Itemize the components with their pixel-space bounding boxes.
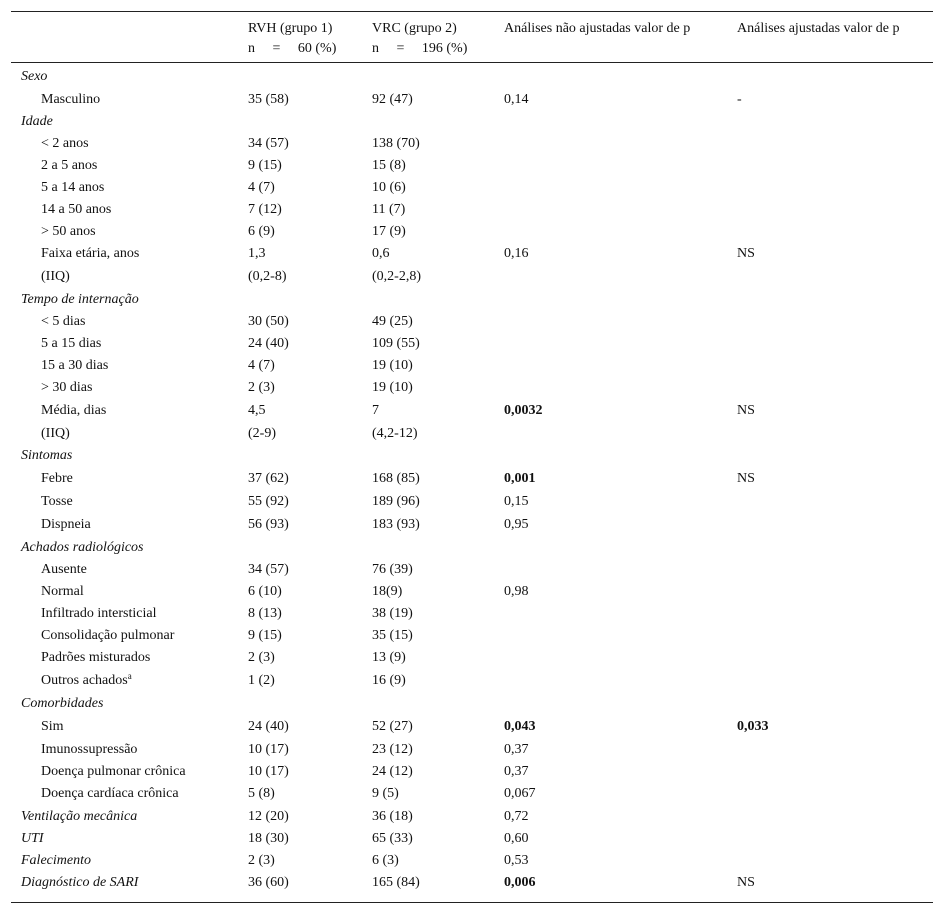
label-text: Masculino xyxy=(41,92,101,107)
row-label xyxy=(41,243,139,265)
section-label xyxy=(21,537,144,559)
group2-value: 49 (25) xyxy=(372,314,413,329)
group2-value: 189 (96) xyxy=(372,494,420,509)
label-text: Doença pulmonar crônica xyxy=(41,764,186,779)
label-text: > 30 dias xyxy=(41,380,93,395)
label-text: Infiltrado intersticial xyxy=(41,606,157,621)
row-label xyxy=(41,467,73,491)
group1-value: 7 (12) xyxy=(248,202,282,217)
label-text: 14 a 50 anos xyxy=(41,202,112,217)
group2-value: 35 (15) xyxy=(372,628,413,643)
label-text: Idade xyxy=(21,114,53,129)
label-text: Média, dias xyxy=(41,403,107,418)
adjusted-p-value: 0,033 xyxy=(737,719,769,734)
label-text: 5 a 14 anos xyxy=(41,180,105,195)
group2-value: 0,6 xyxy=(372,246,390,261)
label-text: < 5 dias xyxy=(41,314,86,329)
group2-value: 109 (55) xyxy=(372,336,420,351)
section-label xyxy=(21,445,72,467)
row-label xyxy=(41,423,70,445)
group2-value: 16 (9) xyxy=(372,673,406,688)
label-text: > 50 anos xyxy=(41,224,96,239)
group1-value: 34 (57) xyxy=(248,562,289,577)
header-group1 xyxy=(248,19,336,59)
label-text: (IIQ) xyxy=(41,269,70,284)
label-text: Padrões misturados xyxy=(41,650,151,665)
adjusted-p-value: NS xyxy=(737,246,755,261)
label-text: 2 a 5 anos xyxy=(41,158,98,173)
label-text: Ausente xyxy=(41,562,87,577)
table-row xyxy=(11,177,933,199)
row-label xyxy=(41,647,150,669)
label-text: Diagnóstico de SARI xyxy=(21,875,139,890)
group1-value: 9 (15) xyxy=(248,158,282,173)
row-label xyxy=(41,625,174,647)
table-row xyxy=(11,423,933,445)
group2-value: 165 (84) xyxy=(372,875,420,890)
group1-value: 2 (3) xyxy=(248,650,275,665)
unadjusted-p-value: 0,72 xyxy=(504,809,529,824)
label-text: UTI xyxy=(21,831,44,846)
table-row xyxy=(11,715,933,739)
label-text: Ventilação mecânica xyxy=(21,809,138,824)
group1-value: 34 (57) xyxy=(248,136,289,151)
row-label xyxy=(41,199,111,221)
section-row xyxy=(11,111,933,133)
table-row xyxy=(11,559,933,581)
label-text: Sexo xyxy=(21,69,48,84)
unadjusted-p-value: 0,0032 xyxy=(504,403,543,418)
section-row xyxy=(11,445,933,467)
row-label xyxy=(41,783,179,805)
group1-value: 4 (7) xyxy=(248,358,275,373)
group1-value: 2 (3) xyxy=(248,380,275,395)
section-row xyxy=(11,872,933,894)
label-text: Febre xyxy=(41,471,73,486)
group1-value: 1,3 xyxy=(248,246,266,261)
header-group1-n: n = 60 (%) xyxy=(248,41,337,56)
header-group2-title: VRC (grupo 2) xyxy=(372,21,457,36)
group2-value: 36 (18) xyxy=(372,809,413,824)
row-label xyxy=(41,761,186,783)
group1-value: 2 (3) xyxy=(248,853,275,868)
section-row xyxy=(11,289,933,311)
group1-value: (0,2-8) xyxy=(248,269,287,284)
group2-value: 9 (5) xyxy=(372,786,399,801)
row-label xyxy=(41,739,137,761)
section-row xyxy=(11,850,933,872)
label-text: Imunossupressão xyxy=(41,742,138,757)
group2-value: 7 xyxy=(372,403,379,418)
group2-value: (4,2-12) xyxy=(372,426,418,441)
label-text: Dispneia xyxy=(41,517,91,532)
row-label xyxy=(41,559,87,581)
table-row xyxy=(11,491,933,513)
row-label xyxy=(41,491,73,513)
row-label xyxy=(41,333,101,355)
adjusted-p-value: NS xyxy=(737,403,755,418)
label-text: < 2 anos xyxy=(41,136,89,151)
group2-value: 17 (9) xyxy=(372,224,406,239)
adjusted-p-value: NS xyxy=(737,471,755,486)
group1-value: 35 (58) xyxy=(248,92,289,107)
group1-value: 24 (40) xyxy=(248,719,289,734)
row-label xyxy=(41,715,64,739)
unadjusted-p-value: 0,067 xyxy=(504,786,536,801)
group2-value: 13 (9) xyxy=(372,650,406,665)
table-row xyxy=(11,761,933,783)
table-row xyxy=(11,155,933,177)
label-text: Sintomas xyxy=(21,448,73,463)
table-row xyxy=(11,739,933,761)
row-label xyxy=(41,265,70,289)
group2-value: 168 (85) xyxy=(372,471,420,486)
unadjusted-p-value: 0,53 xyxy=(504,853,529,868)
group2-value: 38 (19) xyxy=(372,606,413,621)
label-text: Faixa etária, anos xyxy=(41,246,140,261)
group2-value: 65 (33) xyxy=(372,831,413,846)
group1-value: 10 (17) xyxy=(248,764,289,779)
table-row xyxy=(11,243,933,265)
table-row xyxy=(11,333,933,355)
header-group2-n: n = 196 (%) xyxy=(372,41,468,56)
group2-value: 23 (12) xyxy=(372,742,413,757)
group1-value: 4,5 xyxy=(248,403,266,418)
row-label xyxy=(41,669,132,693)
label-text: Falecimento xyxy=(21,853,91,868)
group2-value: 52 (27) xyxy=(372,719,413,734)
header-unadjusted-p: Análises não ajustadas valor de p xyxy=(504,21,691,36)
table-header xyxy=(11,12,933,62)
label-text: Normal xyxy=(41,584,84,599)
group1-value: 56 (93) xyxy=(248,517,289,532)
row-label xyxy=(41,88,100,111)
table-row xyxy=(11,783,933,805)
header-adjusted-p: Análises ajustadas valor de p xyxy=(737,21,900,36)
label-text: Doença cardíaca crônica xyxy=(41,786,179,801)
group1-value: 5 (8) xyxy=(248,786,275,801)
label-text: 15 a 30 dias xyxy=(41,358,109,373)
group1-value: 24 (40) xyxy=(248,336,289,351)
group2-value: 11 (7) xyxy=(372,202,406,217)
unadjusted-p-value: 0,043 xyxy=(504,719,536,734)
unadjusted-p-value: 0,37 xyxy=(504,764,529,779)
table-row xyxy=(11,311,933,333)
section-label xyxy=(21,66,47,88)
row-label xyxy=(41,377,92,399)
group2-value: 183 (93) xyxy=(372,517,420,532)
group1-value: 36 (60) xyxy=(248,875,289,890)
unadjusted-p-value: 0,95 xyxy=(504,517,529,532)
label-text: Tosse xyxy=(41,494,73,509)
group1-value: (2-9) xyxy=(248,426,276,441)
table-row xyxy=(11,399,933,423)
group2-value: 138 (70) xyxy=(372,136,420,151)
section-label xyxy=(21,693,103,715)
section-row xyxy=(11,828,933,850)
group1-value: 10 (17) xyxy=(248,742,289,757)
label-text: Tempo de internação xyxy=(21,292,139,307)
section-row xyxy=(11,805,933,828)
unadjusted-p-value: 0,60 xyxy=(504,831,529,846)
group2-value: 19 (10) xyxy=(372,380,413,395)
group2-value: 18(9) xyxy=(372,584,403,599)
adjusted-p-value: - xyxy=(737,92,742,107)
group1-value: 37 (62) xyxy=(248,471,289,486)
table-row xyxy=(11,133,933,155)
row-label xyxy=(41,133,89,155)
table-row xyxy=(11,581,933,603)
group2-value: 92 (47) xyxy=(372,92,413,107)
row-label xyxy=(41,311,85,333)
label-text: 5 a 15 dias xyxy=(41,336,102,351)
table-row xyxy=(11,355,933,377)
row-label xyxy=(41,177,104,199)
row-label xyxy=(41,603,156,625)
table-row xyxy=(11,377,933,399)
group2-value: 10 (6) xyxy=(372,180,406,195)
unadjusted-p-value: 0,001 xyxy=(504,471,536,486)
group1-value: 1 (2) xyxy=(248,673,275,688)
header-group2 xyxy=(372,19,467,59)
section-label xyxy=(21,850,91,872)
row-label xyxy=(41,581,84,603)
table-row xyxy=(11,88,933,111)
table-row xyxy=(11,669,933,693)
table-row xyxy=(11,603,933,625)
label-text: Consolidação pulmonar xyxy=(41,628,175,643)
adjusted-p-value: NS xyxy=(737,875,755,890)
group2-value: (0,2-2,8) xyxy=(372,269,421,284)
table-row xyxy=(11,513,933,537)
group1-value: 12 (20) xyxy=(248,809,289,824)
section-label xyxy=(21,805,137,828)
group2-value: 24 (12) xyxy=(372,764,413,779)
footnote-marker: a xyxy=(127,671,132,681)
group2-value: 76 (39) xyxy=(372,562,413,577)
bottom-rule xyxy=(11,902,933,903)
section-label xyxy=(21,289,139,311)
section-label xyxy=(21,872,138,894)
label-text: Comorbidades xyxy=(21,696,104,711)
table-row xyxy=(11,647,933,669)
group1-value: 6 (9) xyxy=(248,224,275,239)
label-text: (IIQ) xyxy=(41,426,70,441)
section-row xyxy=(11,537,933,559)
label-text: Sim xyxy=(41,719,64,734)
table-row xyxy=(11,221,933,243)
group1-value: 18 (30) xyxy=(248,831,289,846)
data-table xyxy=(11,11,933,903)
group1-value: 9 (15) xyxy=(248,628,282,643)
section-label xyxy=(21,828,44,850)
group2-value: 19 (10) xyxy=(372,358,413,373)
unadjusted-p-value: 0,16 xyxy=(504,246,529,261)
group1-value: 4 (7) xyxy=(248,180,275,195)
header-group1-title: RVH (grupo 1) xyxy=(248,21,333,36)
label-text: Outros achados xyxy=(41,673,128,688)
label-text: Achados radiológicos xyxy=(21,540,144,555)
group1-value: 55 (92) xyxy=(248,494,289,509)
unadjusted-p-value: 0,15 xyxy=(504,494,529,509)
table-row xyxy=(11,199,933,221)
table-row xyxy=(11,467,933,491)
group1-value: 8 (13) xyxy=(248,606,282,621)
row-label xyxy=(41,155,97,177)
table-row xyxy=(11,265,933,289)
table-body xyxy=(11,63,933,902)
row-label xyxy=(41,355,108,377)
unadjusted-p-value: 0,98 xyxy=(504,584,529,599)
row-label xyxy=(41,513,91,537)
unadjusted-p-value: 0,14 xyxy=(504,92,529,107)
group1-value: 30 (50) xyxy=(248,314,289,329)
section-label xyxy=(21,111,53,133)
row-label xyxy=(41,399,106,423)
row-label xyxy=(41,221,96,243)
group1-value: 6 (10) xyxy=(248,584,282,599)
unadjusted-p-value: 0,006 xyxy=(504,875,536,890)
section-row xyxy=(11,693,933,715)
unadjusted-p-value: 0,37 xyxy=(504,742,529,757)
group2-value: 6 (3) xyxy=(372,853,399,868)
section-row xyxy=(11,66,933,88)
table-row xyxy=(11,625,933,647)
group2-value: 15 (8) xyxy=(372,158,406,173)
